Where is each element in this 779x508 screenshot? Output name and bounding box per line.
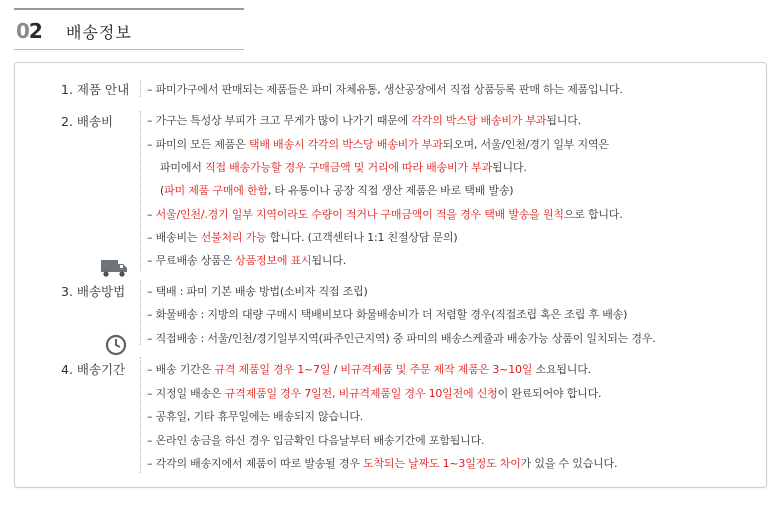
- label-shipping-cost: 2. 배송비: [61, 114, 114, 129]
- truck-icon: [100, 257, 128, 279]
- header-top-rule: [14, 8, 244, 10]
- section-title: 배송정보: [66, 23, 132, 42]
- separator: [140, 80, 141, 97]
- header-bottom-rule: [14, 49, 244, 50]
- line-method-3: – 직접배송 : 서울/인천/경기일부지역(파주인근지역) 중 파미의 배송스케쥴과 배송가능 상품이 일치되는 경우.: [147, 332, 656, 345]
- label-shipping-method: 3. 배송방법: [61, 284, 126, 299]
- separator: [140, 111, 141, 271]
- line-shipping-cost-5: – 서울/인천/.경기 일부 지역이라도 수량이 적거나 구매금액이 적을 경우 택배 발송을 원칙으로 합니다.: [147, 208, 623, 221]
- line-period-2: – 지정일 배송은 규격제품일 경우 7일전, 비규격제품일 경우 10일전에 신청이 완료되어야 합니다.: [147, 387, 602, 400]
- section-number: 02: [16, 19, 42, 43]
- line-shipping-cost-3: 파미에서 직접 배송가능할 경우 구매금액 및 거리에 따라 배송비가 부과됩니다.: [160, 161, 527, 174]
- line-period-1: – 배송 기간은 규격 제품일 경우 1~7일 / 비규격제품 및 주문 제작 제품은 3~10일 소요됩니다.: [147, 363, 591, 376]
- line-shipping-cost-2: – 파미의 모든 제품은 택배 배송시 각각의 박스당 배송비가 부과되오며, 서울/인천/경기 일부 지역은: [147, 138, 609, 151]
- line-period-4: – 온라인 송금을 하신 경우 입금확인 다음날부터 배송기간에 포함됩니다.: [147, 434, 485, 447]
- line-period-3: – 공휴일, 기타 휴무일에는 배송되지 않습니다.: [147, 410, 364, 423]
- line-period-5: – 각각의 배송지에서 제품이 따로 발송될 경우 도착되는 날짜도 1~3일정도 차이가 있을 수 있습니다.: [147, 457, 618, 470]
- separator: [140, 280, 141, 345]
- line-shipping-cost-1: – 가구는 특성상 부피가 크고 무게가 많이 나가기 때문에 각각의 박스당 배송비가 부과됩니다.: [147, 114, 581, 127]
- section-header: [14, 8, 244, 50]
- line-method-1: – 택배 : 파미 기본 배송 방법(소비자 직접 조립): [147, 285, 368, 298]
- separator: [140, 357, 141, 473]
- line-shipping-cost-6: – 배송비는 선불처리 가능 합니다. (고객센터나 1:1 친절상담 문의): [147, 231, 458, 244]
- label-product-info: 1. 제품 안내: [61, 82, 130, 97]
- clock-icon: [105, 334, 127, 356]
- line-method-2: – 화물배송 : 지방의 대량 구매시 택배비보다 화물배송비가 더 저렴할 경우(직접조립 혹은 조립 후 배송): [147, 308, 628, 321]
- line-shipping-cost-4: (파미 제품 구매에 한함, 타 유통이나 공장 직접 생산 제품은 바로 택배 발송): [160, 184, 514, 197]
- line-shipping-cost-7: – 무료배송 상품은 상품정보에 표시됩니다.: [147, 254, 347, 267]
- label-shipping-period: 4. 배송기간: [61, 362, 126, 377]
- line-product-info: – 파미가구에서 판매되는 제품들은 파미 자체유통, 생산공장에서 직접 상품등록 판매 하는 제품입니다.: [147, 83, 623, 96]
